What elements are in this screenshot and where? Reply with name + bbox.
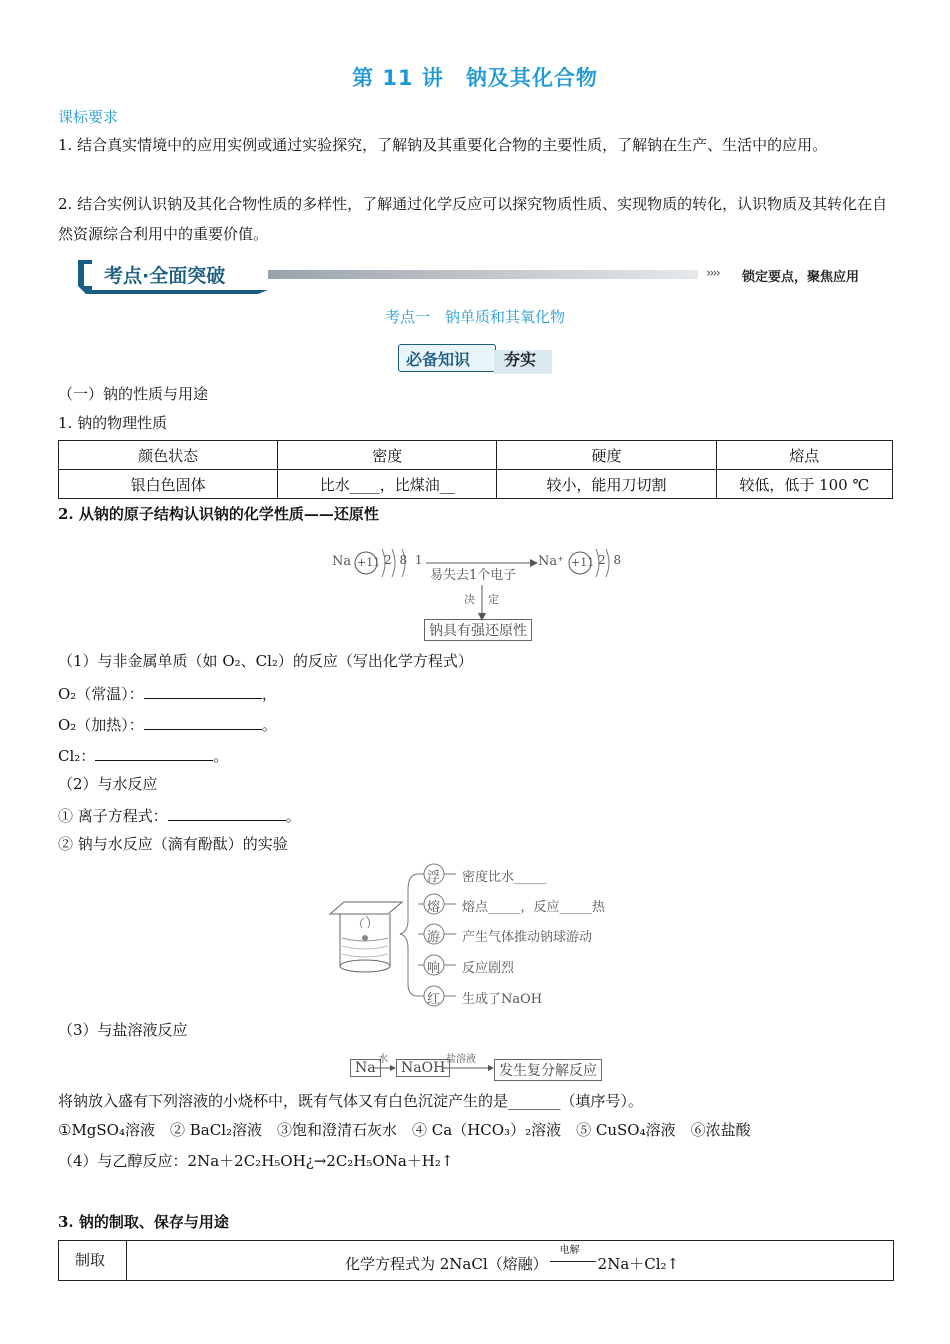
- banner-subtitle: 锁定要点，聚焦应用: [742, 270, 860, 285]
- banner-title: 考点·全面突破: [104, 265, 226, 287]
- table-header: 颜色状态: [59, 441, 278, 470]
- ionic-blank[interactable]: [168, 804, 286, 821]
- preparation-table: [58, 1240, 894, 1281]
- table-header-row: [59, 441, 893, 470]
- flow-naoh-box: NaOH: [396, 1059, 450, 1077]
- standard-1: 1. 结合真实情境中的应用实例或通过实验探究，了解钠及其重要化合物的主要性质，了解钠在生产、生活中的应用。: [58, 136, 828, 154]
- kaodian-title: 考点一 钠单质和其氧化物: [384, 308, 565, 326]
- flow-result-box: 发生复分解反应: [494, 1059, 602, 1081]
- na-symbol: Na: [332, 554, 352, 569]
- na-ion-symbol: Na⁺: [538, 554, 564, 569]
- table-cell: 比水____，比煤油__: [278, 470, 497, 499]
- sound-text: 反应剧烈: [462, 961, 515, 976]
- table-header: 熔点: [716, 441, 892, 470]
- o2-heat-blank[interactable]: [144, 713, 262, 730]
- period-mark: 。: [261, 716, 277, 734]
- standard-2: 2. 结合实例认识钠及其化合物性质的多样性，了解通过化学反应可以探究物质性质、实现物质的转化，认识物质及其转化在自然资源综合利用中的重要价值。: [58, 195, 888, 243]
- ionic-line: [58, 804, 301, 826]
- decide-char-1: 决: [464, 593, 475, 606]
- badge-text-b: 夯实: [504, 350, 537, 369]
- equation-right: 2Na＋Cl₂↑: [597, 1255, 680, 1273]
- cl2-label: Cl₂：: [58, 747, 96, 765]
- o2-normal-blank[interactable]: [144, 682, 262, 699]
- electron-shells-right: 2 8: [598, 553, 624, 567]
- flow-salt-label: 盐溶液: [446, 1054, 476, 1065]
- table-header: 密度: [278, 441, 497, 470]
- q2-water: （2）与水反应: [58, 775, 158, 793]
- q3-salt: （3）与盐溶液反应: [58, 1021, 188, 1039]
- condition-line: [550, 1261, 596, 1262]
- table-cell: 银白色固体: [59, 470, 278, 499]
- electrolysis-label: 电解: [559, 1245, 580, 1256]
- standards-label: 课标要求: [58, 108, 119, 126]
- badge-text-a: 必备知识: [406, 350, 471, 369]
- experiment-label: ② 钠与水反应（滴有酚酞）的实验: [58, 835, 288, 853]
- sodium-water-diagram: [328, 862, 628, 1012]
- flow-na-box: Na: [350, 1059, 381, 1077]
- o2-normal-label: O₂（常温）：: [58, 685, 144, 703]
- table-row: [59, 470, 893, 499]
- physical-properties-table: [58, 440, 893, 499]
- salt-reaction-flow: [350, 1048, 610, 1080]
- melt-text: 熔点_____，反应_____热: [462, 900, 606, 915]
- atom-structure-diagram: [330, 543, 630, 643]
- float-char: 浮: [427, 870, 441, 885]
- swim-char: 游: [427, 930, 441, 945]
- nucleus-charge-left: +11: [357, 556, 381, 569]
- comma-mark: ，: [261, 685, 277, 703]
- red-text: 生成了NaOH: [462, 992, 543, 1007]
- page-title: 第 11 讲 钠及其化合物: [352, 66, 598, 90]
- electron-shells-left: 2 8 1: [384, 553, 425, 567]
- o2-heat-line: [58, 713, 277, 735]
- table-divider: [126, 1241, 127, 1280]
- swim-text: 产生气体推动钠球游动: [462, 930, 593, 945]
- electrolysis-equation: [345, 1245, 680, 1274]
- heading-properties: （一）钠的性质与用途: [58, 385, 209, 403]
- heading-physical: 1. 钠的物理性质: [58, 414, 168, 432]
- q4-ethanol: （4）与乙醇反应：2Na＋2C₂H₅OH¿→2C₂H₅ONa＋H₂↑: [58, 1152, 454, 1170]
- salt-options: ①MgSO₄溶液 ② BaCl₂溶液 ③饱和澄清石灰水 ④ Ca（HCO₃）₂溶液 ⑤ CuSO₄溶液 ⑥浓盐酸: [58, 1121, 751, 1139]
- heading-reducibility: 2. 从钠的原子结构认识钠的化学性质——还原性: [58, 505, 379, 523]
- salt-question: 将钠放入盛有下列溶液的小烧杯中，既有气体又有白色沉淀产生的是_______（填序号）。: [58, 1092, 644, 1110]
- equation-left: 化学方程式为 2NaCl（熔融）: [345, 1255, 548, 1273]
- nucleus-charge-right: +11: [571, 556, 595, 569]
- period-mark: 。: [285, 807, 301, 825]
- ionic-label: ① 离子方程式：: [58, 807, 168, 825]
- heading-preparation: 3. 钠的制取、保存与用途: [58, 1213, 229, 1231]
- table-header: 硬度: [497, 441, 716, 470]
- electrolysis-condition: [548, 1245, 598, 1269]
- float-text: 密度比水_____: [462, 870, 547, 885]
- cl2-line: [58, 744, 228, 766]
- knowledge-badge: [398, 344, 554, 374]
- flow-water-label: 水: [378, 1054, 388, 1065]
- lose-electron-text: 易失去1个电子: [430, 568, 517, 583]
- table-cell: 较低，低于 100 ℃: [716, 470, 892, 499]
- table-cell: 较小，能用刀切割: [497, 470, 716, 499]
- red-char: 红: [427, 992, 441, 1007]
- o2-heat-label: O₂（加热）：: [58, 716, 144, 734]
- decide-char-2: 定: [488, 593, 499, 606]
- o2-normal-line: [58, 682, 277, 704]
- sound-char: 响: [427, 961, 441, 976]
- q1-nonmetal: （1）与非金属单质（如 O₂、Cl₂）的反应（写出化学方程式）: [58, 652, 473, 670]
- strong-reducibility-box: 钠具有强还原性: [424, 619, 532, 641]
- melt-char: 熔: [427, 900, 441, 915]
- banner-arrows: ››››: [706, 266, 719, 281]
- period-mark: 。: [213, 747, 229, 765]
- cl2-blank[interactable]: [95, 744, 213, 761]
- section-banner: [78, 256, 898, 296]
- preparation-label: 制取: [75, 1251, 106, 1269]
